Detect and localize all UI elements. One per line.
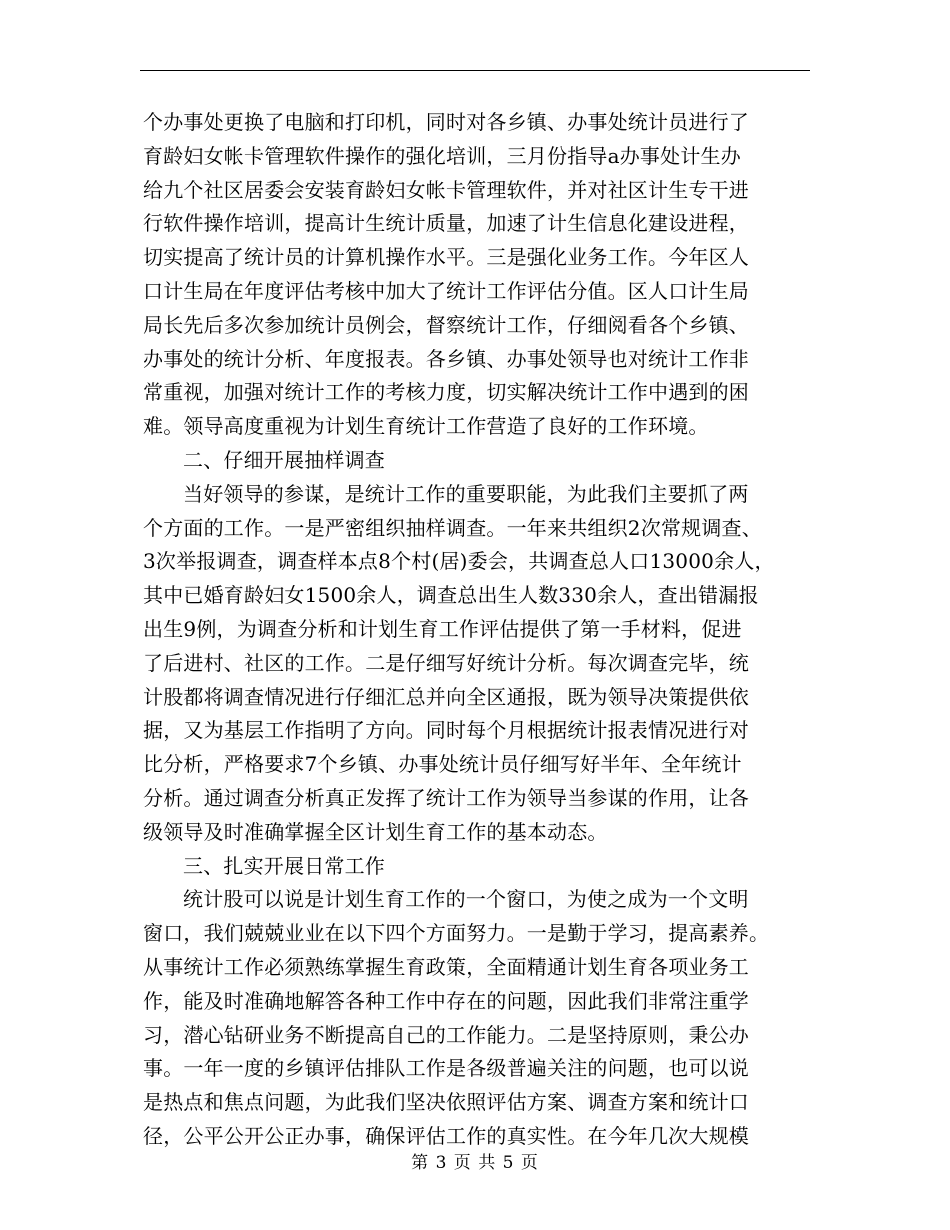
text-line: 常重视，加强对统计工作的考核力度，切实解决统计工作中遇到的困	[143, 380, 749, 405]
text-line: 级领导及时准确掌握全区计划生育工作的基本动态。	[143, 819, 608, 844]
text-line: 出生9例，为调查分析和计划生育工作评估提供了第一手材料，促进	[143, 616, 742, 641]
text-line: 分析。通过调查分析真正发挥了统计工作为领导当参谋的作用，让各	[143, 785, 749, 810]
text-line: 习，潜心钻研业务不断提高自己的工作能力。二是坚持原则，秉公办	[143, 1022, 749, 1047]
text-line: 比分析，严格要求7个乡镇、办事处统计员仔细写好半年、全年统计	[143, 752, 742, 777]
text-line: 口计生局在年度评估考核中加大了统计工作评估分值。区人口计生局	[143, 278, 749, 303]
text-line: 个方面的工作。一是严密组织抽样调查。一年来共组织2次常规调查、	[143, 515, 762, 540]
text-line: 当好领导的参谋，是统计工作的重要职能，为此我们主要抓了两	[183, 481, 749, 506]
text-line: 切实提高了统计员的计算机操作水平。三是强化业务工作。今年区人	[143, 245, 749, 270]
text-line: 办事处的统计分析、年度报表。各乡镇、办事处领导也对统计工作非	[143, 346, 749, 371]
text-line: 窗口，我们兢兢业业在以下四个方面努力。一是勤于学习，提高素养。	[143, 921, 770, 946]
text-line: 行软件操作培训，提高计生统计质量，加速了计生信息化建设进程，	[143, 211, 749, 236]
text-line: 了后进村、社区的工作。二是仔细写好统计分析。每次调查完毕，统	[143, 650, 749, 675]
text-line: 二、仔细开展抽样调查	[183, 447, 385, 472]
page-footer: 第 3 页 共 5 页	[411, 1153, 539, 1173]
text-line: 从事统计工作必须熟练掌握生育政策，全面精通计划生育各项业务工	[143, 954, 749, 979]
text-line: 事。一年一度的乡镇评估排队工作是各级普遍关注的问题，也可以说	[143, 1056, 749, 1081]
text-line: 其中已婚育龄妇女1500余人，调查总出生人数330余人，查出错漏报	[143, 583, 759, 608]
text-line: 径，公平公开公正办事，确保评估工作的真实性。在今年几次大规模	[143, 1123, 749, 1148]
text-line: 统计股可以说是计划生育工作的一个窗口，为使之成为一个文明	[183, 887, 749, 912]
text-line: 局长先后多次参加统计员例会，督察统计工作，仔细阅看各个乡镇、	[143, 312, 749, 337]
text-line: 给九个社区居委会安装育龄妇女帐卡管理软件，并对社区计生专干进	[143, 177, 749, 202]
text-line: 个办事处更换了电脑和打印机，同时对各乡镇、办事处统计员进行了	[143, 110, 749, 134]
text-line: 是热点和焦点问题，为此我们坚决依照评估方案、调查方案和统计口	[143, 1090, 749, 1115]
body-text	[143, 106, 813, 1154]
text-line: 计股都将调查情况进行仔细汇总并向全区通报，既为领导决策提供依	[143, 684, 749, 709]
header-rule	[140, 70, 810, 71]
text-line: 3次举报调查，调查样本点8个村(居)委会，共调查总人口13000余人，	[143, 549, 775, 574]
text-line: 育龄妇女帐卡管理软件操作的强化培训，三月份指导a办事处计生办	[143, 143, 741, 168]
text-line: 三、扎实开展日常工作	[183, 853, 385, 878]
text-line: 难。领导高度重视为计划生育统计工作营造了良好的工作环境。	[143, 414, 709, 439]
text-line: 据，又为基层工作指明了方向。同时每个月根据统计报表情况进行对	[143, 718, 749, 743]
text-line: 作，能及时准确地解答各种工作中存在的问题，因此我们非常注重学	[143, 988, 749, 1013]
